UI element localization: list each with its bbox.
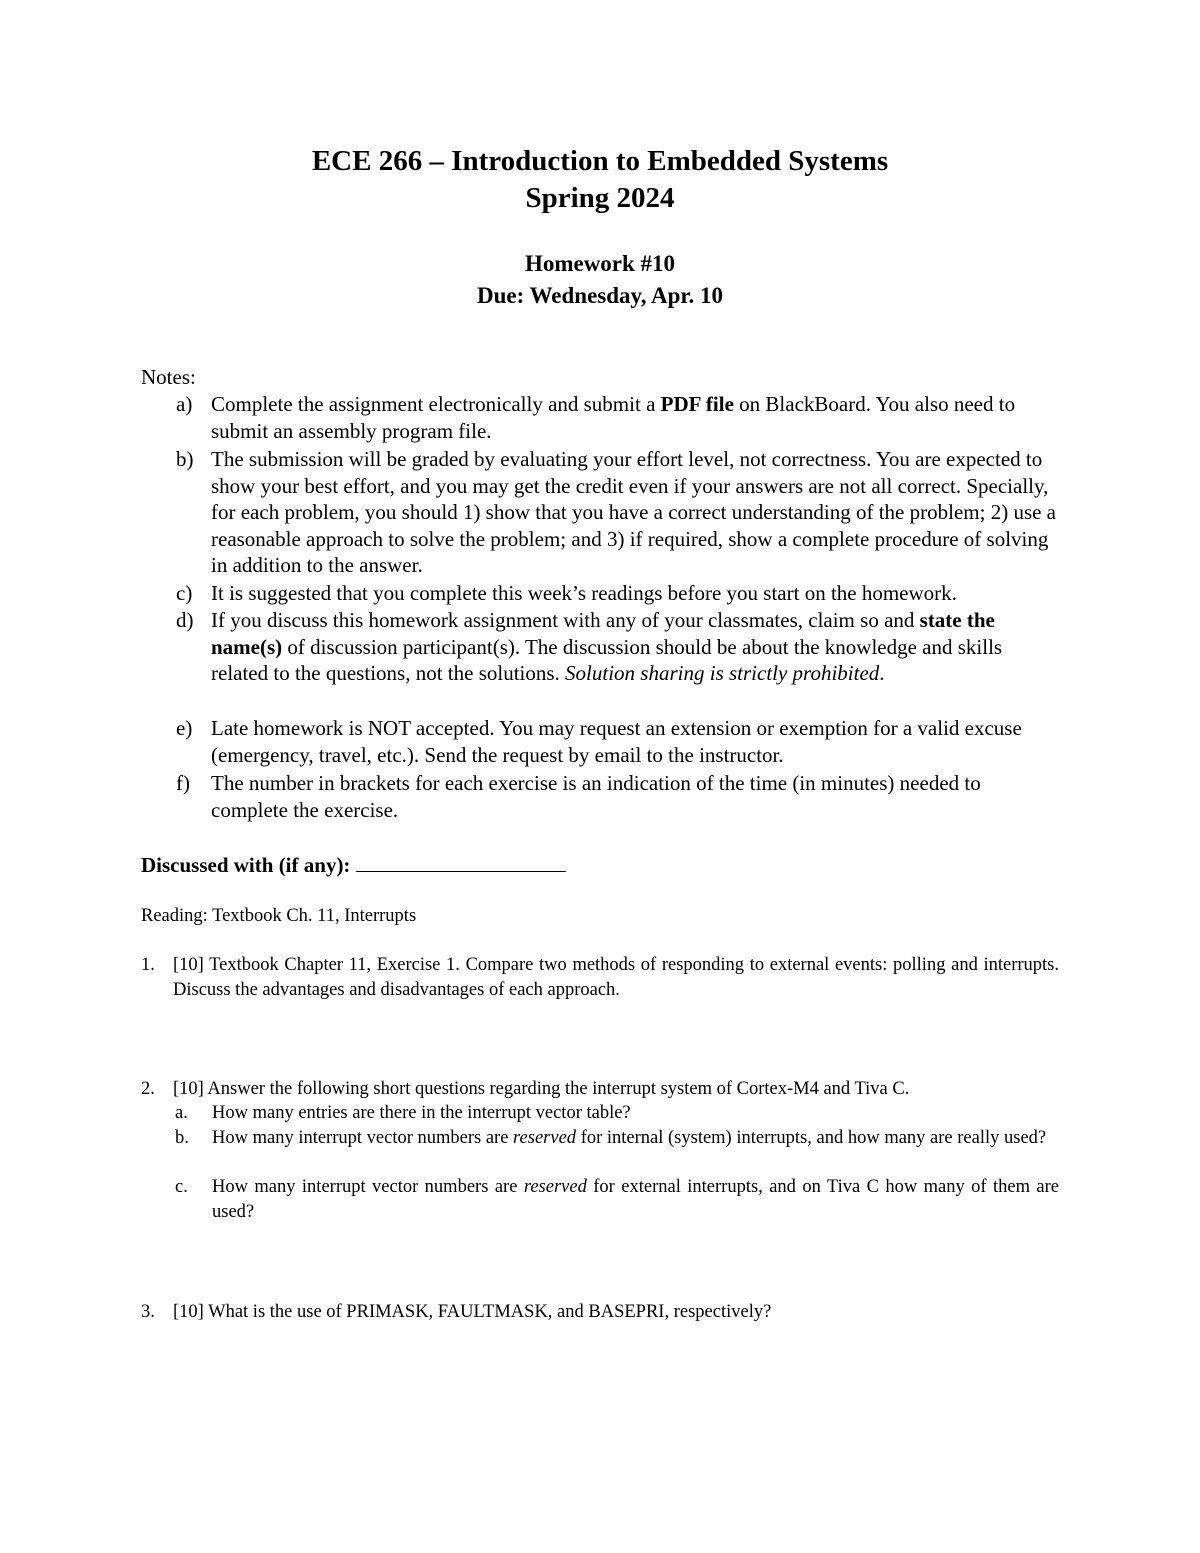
- note-marker: d): [176, 608, 194, 632]
- subquestion-italic: reserved: [513, 1128, 577, 1148]
- note-marker: e): [176, 716, 193, 740]
- note-text: The submission will be graded by evaluating your effort level, not correctness. You are expected to show your best effort, and you may get the credit even if your answers are not all correct. Specially, for each problem, you should 1) show that you have a correct understanding of the problem; 2) use a reasonable approach to solve the problem; and 3) if required, show a complete procedure of solving in addition to the answer.: [211, 447, 1057, 578]
- note-text: Late homework is NOT accepted. You may request an extension or exemption for a valid excuse (emergency, travel, etc.). Send the request by email to the instructor.: [211, 716, 1022, 767]
- subquestion-text: How many interrupt vector numbers are: [212, 1128, 514, 1148]
- reading-assignment: Reading: Textbook Ch. 11, Interrupts: [141, 906, 417, 926]
- note-marker: f): [176, 771, 190, 795]
- note-text: on BlackBoard. You also need to submit an assembly program file.: [211, 392, 1016, 443]
- note-text: Complete the assignment electronically and submit a: [211, 392, 661, 416]
- discussed-label: Discussed with (if any):: [141, 853, 351, 877]
- question-text: [10] Textbook Chapter 11, Exercise 1. Compare two methods of responding to external events: polling and interrupts. Discuss the advantages and disadvantages of each approach.: [173, 955, 1059, 1000]
- question-text: [10] What is the use of PRIMASK, FAULTMASK, and BASEPRI, respectively?: [173, 1302, 772, 1322]
- note-marker: a): [176, 392, 193, 416]
- note-text: It is suggested that you complete this week’s readings before you start on the homework.: [211, 581, 957, 605]
- question-1: [141, 953, 1059, 1002]
- note-c: [176, 580, 1061, 607]
- note-d: [176, 607, 1061, 687]
- note-text: The number in brackets for each exercise is an indication of the time (in minutes) needed to complete the exercise.: [211, 771, 981, 822]
- question-number: 3.: [141, 1302, 155, 1322]
- subquestion-text: How many interrupt vector numbers are: [212, 1177, 524, 1197]
- question-2: [141, 1077, 1059, 1102]
- subquestion-text: How many entries are there in the interrupt vector table?: [212, 1103, 631, 1123]
- discussed-with: [141, 851, 566, 879]
- note-f: [176, 770, 1061, 823]
- note-marker: c): [176, 581, 193, 605]
- note-a: [176, 391, 1061, 444]
- note-marker: b): [176, 447, 194, 471]
- question-2c: [175, 1175, 1059, 1224]
- note-text: of discussion participant(s). The discussion should be about the knowledge and skills related to the questions, not the solutions.: [211, 634, 1003, 686]
- question-number: 2.: [141, 1079, 155, 1099]
- note-b: [176, 446, 1061, 579]
- subquestion-text: for external interrupts, and on Tiva C how many of them are used?: [212, 1177, 1059, 1222]
- question-3: [141, 1300, 1059, 1325]
- subquestion-italic: reserved: [523, 1177, 587, 1197]
- subquestion-marker: c.: [175, 1177, 188, 1197]
- course-title: ECE 266 – Introduction to Embedded Systems: [311, 145, 889, 177]
- question-text: [10] Answer the following short questions regarding the interrupt system of Cortex-M4 and Tiva C.: [173, 1079, 910, 1099]
- note-italic: Solution sharing is strictly prohibited: [565, 661, 880, 686]
- due-date: Due: Wednesday, Apr. 10: [476, 283, 724, 308]
- subquestion-marker: a.: [175, 1103, 188, 1123]
- note-text: .: [879, 661, 885, 686]
- notes-label: Notes:: [141, 365, 196, 389]
- note-e: [176, 715, 1061, 768]
- note-emphasis: state the name(s): [211, 608, 995, 659]
- subquestion-marker: b.: [175, 1128, 189, 1148]
- discussed-blank-line[interactable]: [356, 851, 566, 872]
- question-number: 1.: [141, 955, 155, 975]
- term-title: Spring 2024: [525, 182, 675, 214]
- note-text: If you discuss this homework assignment with any of your classmates, claim so and: [211, 608, 920, 632]
- question-2a: [175, 1101, 1059, 1126]
- question-2b: [175, 1126, 1059, 1151]
- homework-title: Homework #10: [524, 251, 676, 276]
- subquestion-text: for internal (system) interrupts, and how many are really used?: [576, 1128, 1047, 1148]
- note-emphasis: PDF file: [660, 392, 734, 416]
